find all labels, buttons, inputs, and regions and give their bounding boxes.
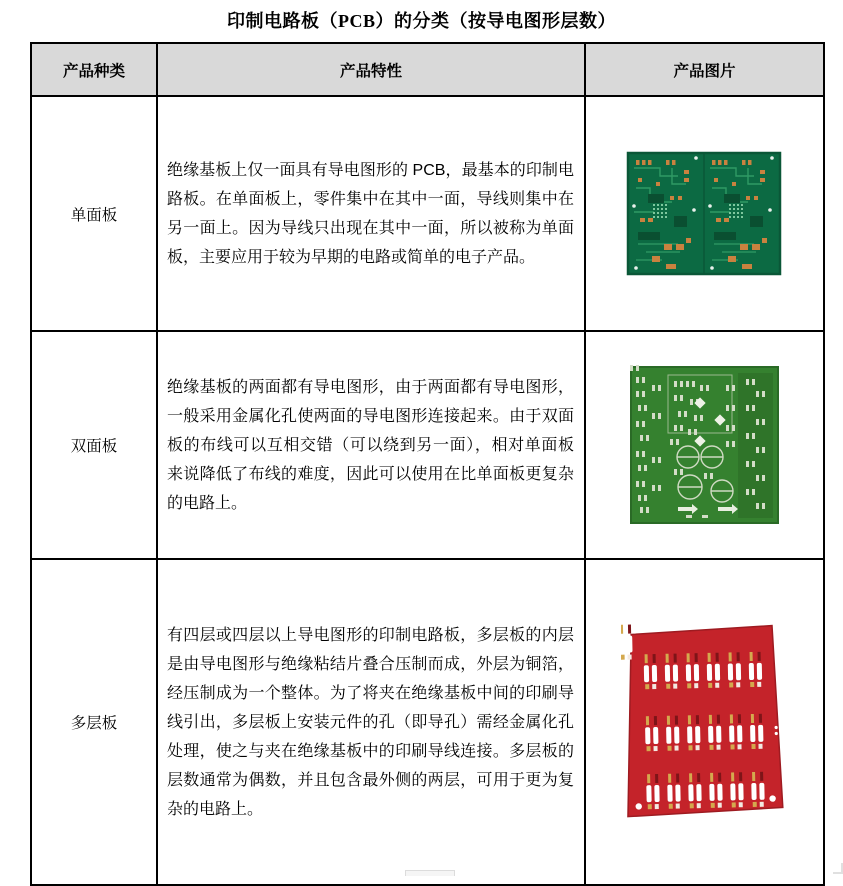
column-header-product-feature: 产品特性 [157,43,585,96]
watermark-artifact [833,863,843,874]
product-type-multilayer: 多层板 [31,559,157,885]
multilayer-pcb-image [621,623,789,821]
product-type-single-sided: 单面板 [31,96,157,331]
column-header-product-type: 产品种类 [31,43,157,96]
single-sided-pcb-image [626,148,783,280]
product-type-double-sided: 双面板 [31,331,157,559]
product-image-cell-multilayer [585,559,824,885]
double-sided-pcb-image [630,365,780,525]
product-image-cell-double-sided [585,331,824,559]
pcb-classification-table [30,42,825,886]
page-title: 印制电路板（PCB）的分类（按导电图形层数） [227,11,616,31]
table-row-multilayer [31,559,824,885]
page-break-artifact [405,870,455,876]
header-row [31,43,824,96]
product-feature-multilayer: 有四层或四层以上导电图形的印制电路板，多层板的内层是由导电图形与绝缘粘结片叠合压制而成，外层为铜箔，经压制成为一个整体。为了将夹在绝缘基板中间的印刷导线引出，多层板上安装元件的孔（即导孔）需经金属化孔处理，使之与夹在绝缘基板中的印刷导线连接。多层板的层数通常为偶数，并且包含最外侧的两层，可用于更为复杂的电路上。 [157,559,585,885]
product-image-cell-single-sided [585,96,824,331]
table-row-double-sided [31,331,824,559]
table-row-single-sided [31,96,824,331]
column-header-product-image: 产品图片 [585,43,824,96]
product-feature-double-sided: 绝缘基板的两面都有导电图形，由于两面都有导电图形，一般采用金属化孔使两面的导电图形连接起来。由于双面板的布线可以互相交错（可以绕到另一面），相对单面板来说降低了布线的难度，因此可以使用在比单面板更复杂的电路上。 [157,331,585,559]
product-feature-single-sided: 绝缘基板上仅一面具有导电图形的 PCB，最基本的印制电路板。在单面板上，零件集中在其中一面，导线则集中在另一面上。因为导线只出现在其中一面，所以被称为单面板，主要应用于较为早期的电路或简单的电子产品。 [157,96,585,331]
